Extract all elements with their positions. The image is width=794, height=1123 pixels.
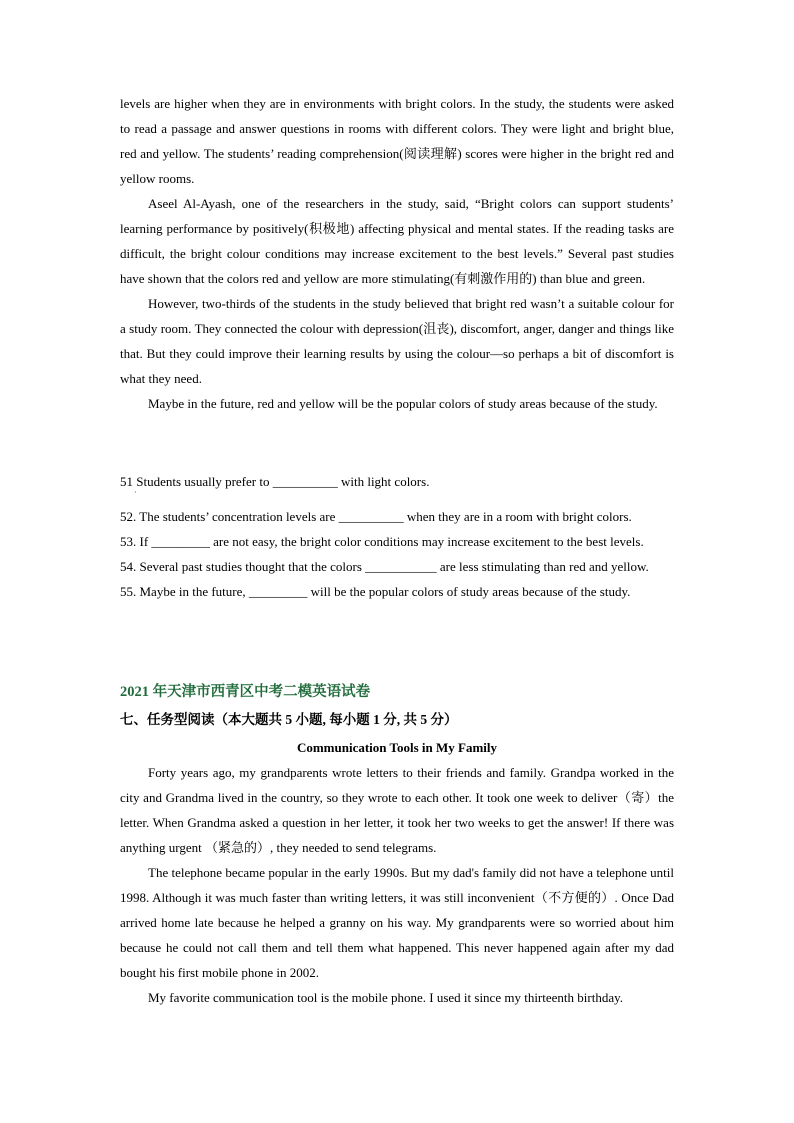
passage-1-paragraph: Aseel Al-Ayash, one of the researchers in the study, said, “Bright colors can support students’ learning performance by positively(积极地) affecting physical and mental states. If the reading tasks are difficult, the bright colour conditions may increase excitement to the best levels.” Several past studies have shown that the colors red and yellow are more stimulating(有刺激作用的) than blue and green.	[120, 196, 674, 286]
question-52: 52. The students’ concentration levels are __________ when they are in a room with bright colors.	[120, 509, 632, 524]
questions-block	[120, 504, 674, 604]
exam-section-title: 2021 年天津市西青区中考二模英语试卷	[120, 684, 371, 700]
question-51-block	[120, 469, 674, 494]
passage-2-paragraph: The telephone became popular in the early 1990s. But my dad's family did not have a telephone until 1998. Although it was much faster than writing letters, it was still inconvenient（不方便的）. Once Dad arrived home late because he helped a granny on his way. My grandparents were so worried about him because he could not call them and tell them what happened. This never happened again after my dad bought his first mobile phone in 2002.	[120, 865, 674, 980]
task-heading: 七、任务型阅读（本大题共 5 小题, 每小题 1 分, 共 5 分）	[120, 712, 458, 727]
passage-1-paragraph: However, two-thirds of the students in the study believed that bright red wasn’t a suitable colour for a study room. They connected the colour with depression(沮丧), discomfort, anger, danger and things like that. But they could improve their learning results by using the colour—so perhaps a bit of discomfort is what they need.	[120, 296, 674, 386]
passage-1-body	[120, 91, 674, 416]
question-53: 53. If _________ are not easy, the bright color conditions may increase excitement to the best levels.	[120, 534, 644, 549]
stray-mark: ·	[134, 488, 137, 497]
question-55: 55. Maybe in the future, _________ will be the popular colors of study areas because of the study.	[120, 584, 631, 599]
passage-2-paragraph: My favorite communication tool is the mobile phone. I used it since my thirteenth birthday.	[148, 990, 624, 1005]
passage-1-paragraph: levels are higher when they are in environments with bright colors. In the study, the students were asked to read a passage and answer questions in rooms with different colors. They were light and bright blue, red and yellow. The students’ reading comprehension(阅读理解) scores were higher in the bright red and yellow rooms.	[120, 96, 674, 186]
question-54: 54. Several past studies thought that the colors ___________ are less stimulating than red and yellow.	[120, 559, 649, 574]
passage-2-paragraph: Forty years ago, my grandparents wrote letters to their friends and family. Grandpa worked in the city and Grandma lived in the country, so they wrote to each other. It took one week to deliver（寄）the letter. When Grandma asked a question in her letter, it took her two weeks to get the answer! If there was anything urgent （紧急的）, they needed to send telegrams.	[120, 765, 674, 855]
passage-2-title: Communication Tools in My Family	[296, 740, 498, 755]
passage-2-body	[120, 760, 674, 1010]
passage-1-paragraph: Maybe in the future, red and yellow will be the popular colors of study areas because of the study.	[148, 396, 658, 411]
question-51: 51 Students usually prefer to __________ with light colors.	[120, 474, 430, 489]
